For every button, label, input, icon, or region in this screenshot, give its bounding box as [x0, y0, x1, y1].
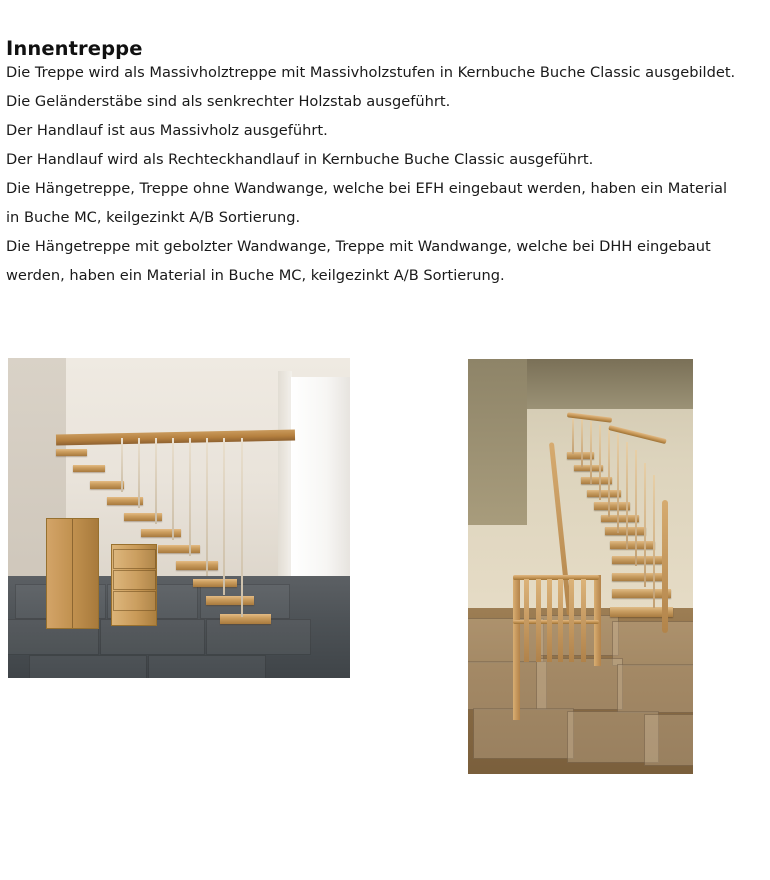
photo-staircase-against-wall: [8, 358, 350, 678]
page-title: Innentreppe: [6, 37, 143, 61]
paragraph-3: Der Handlauf ist aus Massivholz ausgeführt.: [6, 122, 328, 139]
paragraph-1: Die Treppe wird als Massivholztreppe mit Massivholzstufen in Kernbuche Buche Classic ausgebildet.: [6, 64, 736, 81]
paragraph-5: Die Hängetreppe, Treppe ohne Wandwange, welche bei EFH eingebaut werden, haben ein Material in Buche MC, keilgezinkt A/B Sortierung.: [6, 180, 728, 226]
image-gallery: [0, 355, 770, 785]
paragraph-6: Die Hängetreppe mit gebolzter Wandwange, Treppe mit Wandwange, welche bei DHH eingebaut werden, haben ein Material in Buche MC, keilgezinkt A/B Sortierung.: [6, 238, 711, 284]
paragraph-2: Die Geländerstäbe sind als senkrechter Holzstab ausgeführt.: [6, 93, 451, 110]
photo-staircase-with-railing: [468, 359, 693, 774]
body-text: [6, 58, 736, 290]
paragraph-4: Der Handlauf wird als Rechteckhandlauf in Kernbuche Buche Classic ausgeführt.: [6, 151, 594, 168]
